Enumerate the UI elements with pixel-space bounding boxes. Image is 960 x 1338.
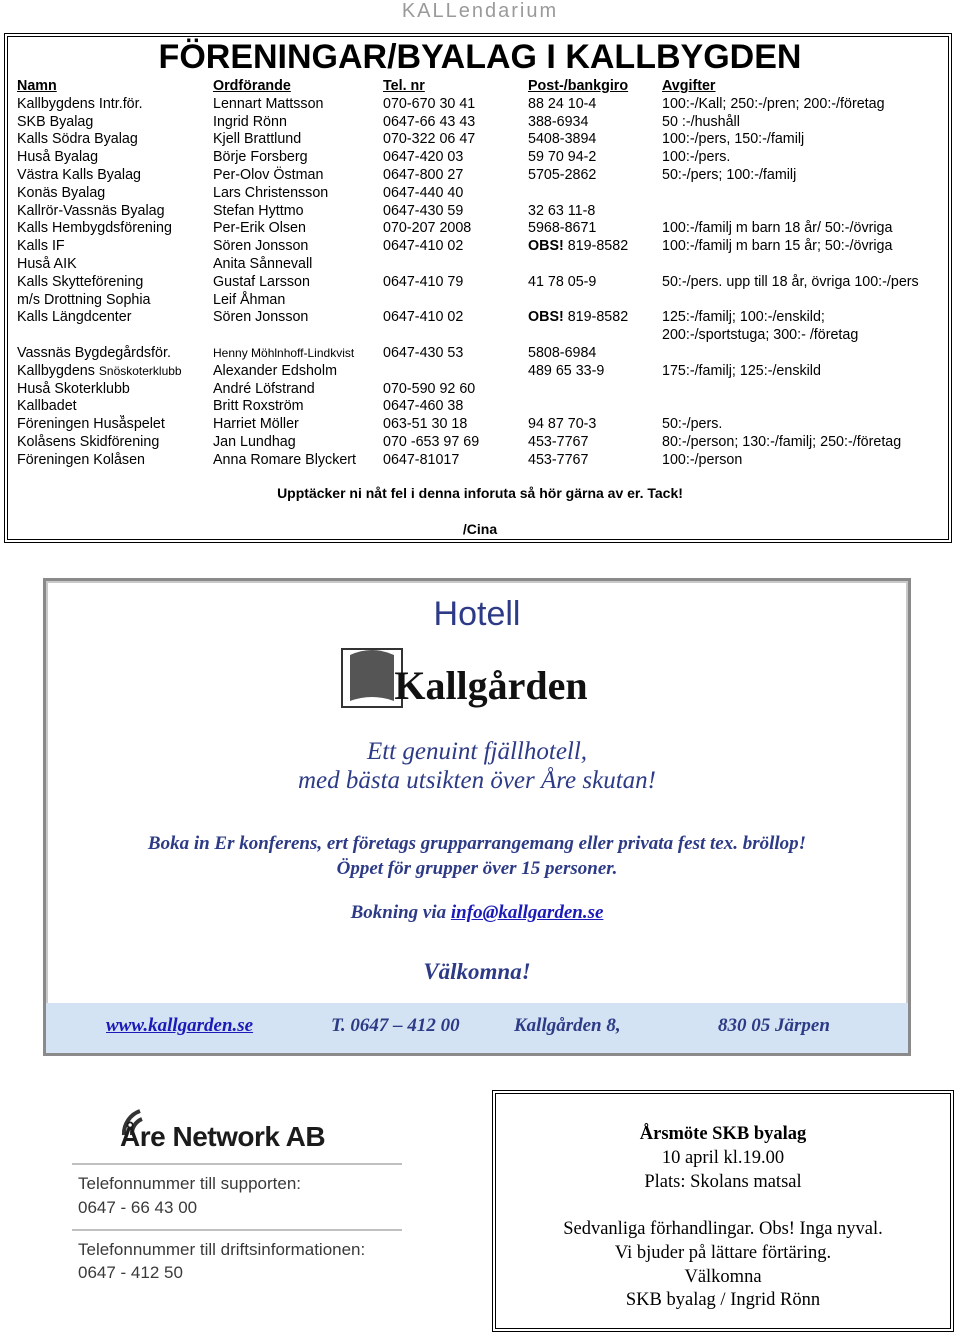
cell-chair: Ingrid Rönn (213, 113, 287, 130)
cell-name: Huså AIK (17, 255, 77, 272)
cell-name: Västra Kalls Byalag (17, 166, 141, 183)
table-row (17, 185, 919, 203)
cell-name: Föreningen Kolåsen (17, 451, 145, 468)
table-row (17, 398, 919, 416)
cell-name: Kalls IF (17, 238, 65, 255)
cell-tel: 070-322 06 47 (383, 131, 476, 148)
notice-line-2: Vi bjuder på lättare förtäring. (614, 1243, 832, 1263)
cell-fee: 100:-/familj m barn 18 år/ 50:-/övriga (662, 220, 893, 237)
cell-giro: 453-7767 (528, 451, 589, 468)
cell-name: Kalls Hembygdsförening (17, 220, 172, 237)
page-title: FÖRENINGAR/BYALAG I KALLBYGDEN (158, 38, 802, 76)
cell-chair: Alexander Edsholm (213, 362, 337, 379)
table-row (17, 327, 919, 345)
cell-giro (528, 185, 662, 203)
cell-tel: 070 -653 97 69 (383, 433, 480, 450)
cell-tel: 0647-410 79 (383, 273, 464, 290)
booking-email-link[interactable]: info@kallgarden.se (450, 902, 604, 923)
notice-sign: SKB byalag / Ingrid Rönn (625, 1290, 821, 1310)
ad-tagline-1: Ett genuint fjällhotell, (366, 738, 588, 765)
cell-tel: 0647-410 02 (383, 309, 464, 326)
cell-name: Huså Byalag (17, 149, 99, 166)
cell-chair: Stefan Hyttmo (213, 202, 304, 219)
cell-name: Konäs Byalag (17, 184, 106, 201)
hotel-advertisement (43, 578, 911, 1056)
ad-offer-2: Öppet för grupper över 15 personer. (336, 858, 618, 879)
cell-name: Kalls Längdcenter (17, 309, 132, 326)
cell-fee: 50 :-/hushåll (662, 113, 740, 130)
cell-tel: 0647-66 43 43 (383, 113, 476, 130)
table-row (17, 416, 919, 434)
cell-tel: 0647-410 02 (383, 238, 464, 255)
table-row (17, 256, 919, 274)
cell-chair: Lennart Mattsson (213, 95, 324, 112)
cell-fee: 100:-/person (662, 451, 743, 468)
cell-tel: 0647-430 53 (383, 344, 464, 361)
annual-meeting-notice (492, 1090, 954, 1332)
table-row (17, 292, 919, 310)
table-row (17, 149, 919, 167)
cell-fee (662, 292, 919, 310)
page-header: KALLendarium (401, 0, 559, 22)
cell-tel (383, 292, 528, 310)
table-row (17, 220, 919, 238)
cell-giro: 489 65 33-9 (528, 362, 605, 379)
cell-name: m/s Drottning Sophia (17, 291, 151, 308)
cell-name: Kolåsens Skidförening (17, 433, 160, 450)
table-row (17, 452, 919, 470)
cell-chair: Sören Jonsson (213, 238, 309, 255)
cell-fee (662, 203, 919, 221)
cell-tel: 063-51 30 18 (383, 416, 468, 433)
logo-text: Kallgården (394, 663, 588, 708)
cell-giro: 41 78 05-9 (528, 273, 597, 290)
notice-title: Årsmöte SKB byalag (639, 1124, 807, 1144)
table-row (17, 309, 919, 327)
cell-tel: 0647-440 40 (383, 184, 464, 201)
kallgarden-logo (46, 641, 908, 711)
cell-fee: 125:-/familj; 100:-/enskild; (662, 309, 825, 326)
ad-postal: 830 05 Järpen (718, 1015, 830, 1036)
cell-chair: Harriet Möller (213, 416, 299, 433)
table-row (17, 167, 919, 185)
notice-date: 10 april kl.19.00 (661, 1148, 785, 1168)
cell-chair: Gustaf Larsson (213, 273, 310, 290)
cell-name (17, 327, 213, 345)
cell-name: Föreningen Huså̈spelet (17, 416, 165, 433)
table-row (17, 363, 919, 381)
table-row (17, 274, 919, 292)
table-row (17, 381, 919, 399)
cell-giro (528, 256, 662, 274)
cell-tel (383, 327, 528, 345)
table-row (17, 345, 919, 363)
ad-offer-1: Boka in Er konferens, ert företags grupparrangemang eller privata fest tex. bröllop! (147, 833, 807, 854)
cell-chair: Henny Möhlnhoff-Lindkvist (213, 345, 355, 360)
cell-giro (528, 398, 662, 416)
cell-fee: 50:-/pers; 100:-/familj (662, 166, 797, 183)
cell-tel (383, 256, 528, 274)
cell-tel: 0647-800 27 (383, 166, 464, 183)
cell-tel: 0647-430 59 (383, 202, 464, 219)
cell-fee: 100:-/pers. (662, 149, 731, 166)
cell-giro: 88 24 10-4 (528, 95, 597, 112)
cell-chair (213, 327, 383, 345)
cell-giro (528, 292, 662, 310)
support-label: Telefonnummer till supporten: (78, 1174, 302, 1193)
cell-giro: OBS! 819-8582 (528, 238, 629, 255)
booking-label: Bokning via (350, 902, 447, 923)
cell-chair: Per-Olov Östman (213, 166, 324, 183)
table-row (17, 131, 919, 149)
cell-tel: 0647-420 03 (383, 149, 464, 166)
cell-name: Kallbygdens Intr.för. (17, 95, 143, 112)
cell-chair: Börje Forsberg (213, 149, 308, 166)
cell-chair: Per-Erik Olsen (213, 220, 306, 237)
cell-chair: Anna Romare Blyckert (213, 451, 357, 468)
table-header-row (17, 78, 919, 96)
column-header: Avgifter (662, 78, 716, 94)
ops-number: 0647 - 412 50 (78, 1263, 183, 1282)
ad-contact-bar (46, 1003, 908, 1053)
cell-tel: 070-670 30 41 (383, 95, 476, 112)
cell-fee: 100:-/pers, 150:-/familj (662, 131, 805, 148)
cell-fee: 200:-/sportstuga; 300:- /företag (662, 327, 859, 344)
cell-chair: André Löfstrand (213, 380, 315, 397)
cell-fee: 50:-/pers. (662, 416, 723, 433)
ad-street: Kallgården 8, (514, 1015, 621, 1036)
cell-giro: 388-6934 (528, 113, 589, 130)
are-network-ad (72, 1105, 412, 1305)
cell-name: Vassnäs Bygdegårdsför. (17, 344, 171, 361)
notice-place: Plats: Skolans matsal (644, 1172, 802, 1192)
column-header: Post-/bankgiro (528, 78, 629, 94)
cell-name: Kalls Södra Byalag (17, 131, 138, 148)
cell-name: Kallbygdens Snöskoterklubb (17, 362, 182, 379)
cell-giro: 5408-3894 (528, 131, 597, 148)
cell-tel (383, 363, 528, 381)
ad-hotell-label: Hotell (433, 595, 521, 633)
table-row (17, 434, 919, 452)
column-header: Namn (17, 78, 57, 94)
cell-giro: 5705-2862 (528, 166, 597, 183)
ad-tagline-2: med bästa utsikten över Åre skutan! (297, 767, 657, 794)
cell-fee: 100:-/familj m barn 15 år; 50:-/övriga (662, 238, 893, 255)
cell-giro: 59 70 94-2 (528, 149, 597, 166)
table-row (17, 96, 919, 114)
correction-note: Upptäcker ni nåt fel i denna inforuta så hör gärna av er. Tack! (277, 485, 683, 501)
notice-line-3: Välkomna (684, 1267, 762, 1287)
ad-phone: T. 0647 – 412 00 (331, 1015, 460, 1036)
ops-label: Telefonnummer till driftsinformationen: (78, 1240, 366, 1259)
ad-welcome: Välkomna! (423, 959, 531, 984)
table-row (17, 238, 919, 256)
cell-tel: 0647-460 38 (383, 398, 464, 415)
cell-fee (662, 256, 919, 274)
cell-name: Kallrör-Vassnäs Byalag (17, 202, 165, 219)
cell-fee (662, 345, 919, 363)
cell-fee: 80:-/person; 130:-/familj; 250:-/företag (662, 433, 902, 450)
cell-tel: 070-590 92 60 (383, 380, 476, 397)
cell-tel: 070-207 2008 (383, 220, 472, 237)
cell-chair: Anita Sånnevall (213, 255, 313, 272)
table-row (17, 114, 919, 132)
cell-giro: 5968-8671 (528, 220, 597, 237)
cell-giro: 453-7767 (528, 433, 589, 450)
cell-fee (662, 398, 919, 416)
cell-chair: Britt Roxström (213, 398, 304, 415)
cell-giro: OBS! 819-8582 (528, 309, 629, 326)
table-row (17, 203, 919, 221)
cell-name: Kalls Skytteförening (17, 273, 144, 290)
cell-tel: 0647-81017 (383, 451, 460, 468)
column-header: Tel. nr (383, 78, 425, 94)
cell-fee: 175:-/familj; 125:-/enskild (662, 362, 821, 379)
cell-giro: 32 63 11-8 (528, 202, 596, 219)
cell-giro (528, 327, 662, 345)
cell-chair: Sören Jonsson (213, 309, 309, 326)
cell-chair: Lars Christensson (213, 184, 329, 201)
notice-line-1: Sedvanliga förhandlingar. Obs! Inga nyval. (563, 1219, 883, 1239)
associations-table (17, 78, 919, 470)
cell-fee: 50:-/pers. upp till 18 år, övriga 100:-/pers (662, 273, 919, 290)
cell-fee (662, 185, 919, 203)
cell-fee (662, 381, 919, 399)
cell-giro: 5808-6984 (528, 344, 597, 361)
cell-chair: Kjell Brattlund (213, 131, 302, 148)
are-network-logo: Åre Network AB (120, 1121, 326, 1152)
cell-name: SKB Byalag (17, 113, 94, 130)
cell-giro (528, 381, 662, 399)
column-header: Ordförande (213, 78, 291, 94)
cell-fee: 100:-/Kall; 250:-/pren; 200:-/företag (662, 95, 885, 112)
support-number: 0647 - 66 43 00 (78, 1198, 198, 1217)
signature: /Cina (462, 521, 498, 537)
website-link[interactable]: www.kallgarden.se (106, 1015, 254, 1036)
cell-name: Kallbadet (17, 398, 77, 415)
cell-name: Huså Skoterklubb (17, 380, 130, 397)
cell-giro: 94 87 70-3 (528, 416, 597, 433)
cell-chair: Leif Åhman (213, 291, 286, 308)
cell-chair: Jan Lundhag (213, 433, 296, 450)
